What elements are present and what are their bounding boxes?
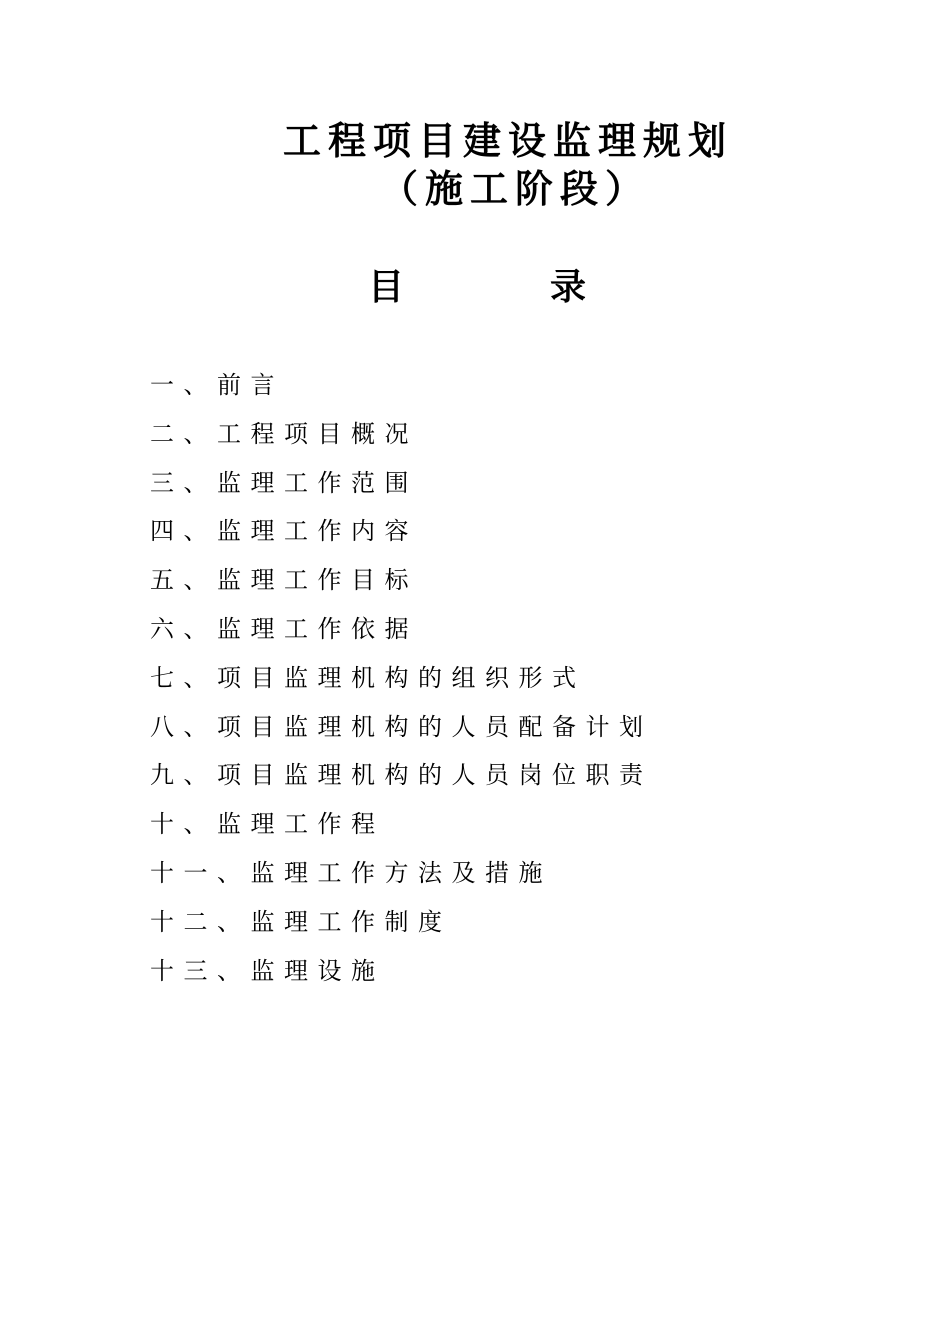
toc-heading-char-2: 录: [550, 266, 587, 308]
toc-heading: [0, 264, 950, 310]
toc-item-8: 八、项目监理机构的人员配备计划: [150, 712, 653, 741]
toc-item-4: 四、监理工作内容: [150, 517, 418, 546]
document-title: 工程项目建设监理规划: [283, 118, 734, 163]
toc-item-11: 十一、监理工作方法及措施: [150, 858, 552, 887]
toc-item-1: 一、前言: [150, 371, 284, 399]
toc-item-2: 二、工程项目概况: [150, 419, 418, 448]
toc-item-10: 十、监理工作程: [150, 810, 385, 839]
toc-item-6: 六、监理工作依据: [150, 614, 418, 643]
toc-item-13: 十三、监理设施: [150, 956, 385, 985]
toc-item-5: 五、监理工作目标: [150, 566, 418, 595]
table-of-contents: [150, 364, 653, 998]
toc-heading-char-1: 目: [368, 266, 405, 308]
toc-item-12: 十二、监理工作制度: [150, 907, 452, 936]
toc-item-7: 七、项目监理机构的组织形式: [150, 663, 586, 692]
document-subtitle: （施工阶段）: [380, 166, 651, 211]
toc-item-3: 三、监理工作范围: [150, 468, 418, 497]
toc-item-9: 九、项目监理机构的人员岗位职责: [150, 761, 653, 790]
